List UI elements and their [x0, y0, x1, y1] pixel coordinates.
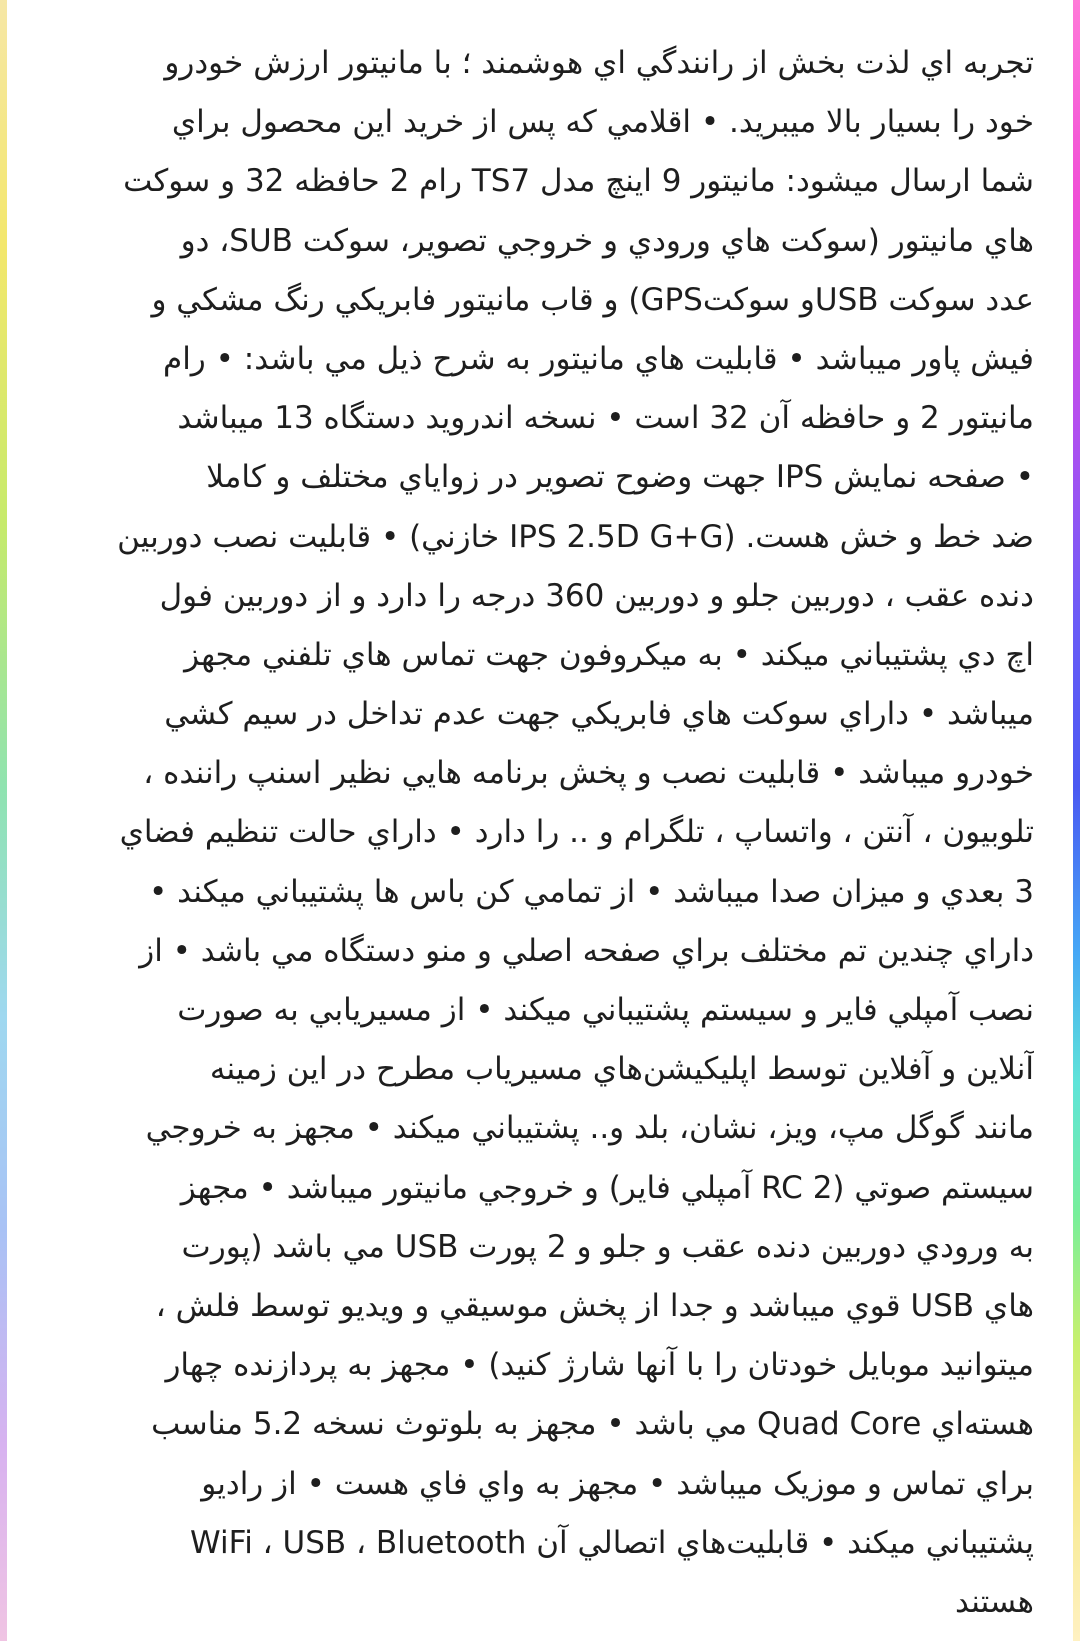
description-line: هسته‌اي Quad Core مي باشد • مجهز به بلوتوث نسخه 5.2 مناسب	[151, 1406, 1034, 1443]
description-line: پشتيباني ميکند • قابليت‌هاي اتصالي آن WiFi ، USB ، Bluetooth	[190, 1524, 1034, 1561]
product-description	[44, 34, 1034, 1632]
description-line: آنلاين و آفلاين توسط اپليکيشن‌هاي مسيرياب مطرح در اين زمينه	[209, 1051, 1034, 1088]
description-line: هاي مانيتور (سوكت هاي ورودي و خروجي تصوير، سوکت SUB، دو	[180, 222, 1034, 259]
right-edge-gradient	[1073, 0, 1080, 1641]
description-line: به ورودي دوربين دنده عقب و جلو و 2 پورت USB مي باشد (پورت	[181, 1228, 1034, 1265]
description-line: عدد سوکت USBو سوكتGPS) و قاب مانيتور فابريکي رنگ مشکي و	[151, 281, 1034, 318]
description-line: اچ دي پشتيباني ميكند • به ميكروفون جهت تماس هاي تلفني مجهز	[184, 636, 1034, 673]
description-line: خود را بسيار بالا ميبريد. • اقلامي كه پس از خريد اين محصول براي	[171, 104, 1034, 141]
description-line: ميتوانيد موبايل خودتان را با آنها شارژ كنيد) • مجهز به پردازنده چهار	[165, 1347, 1034, 1384]
description-line: هاي USB قوي ميباشد و جدا از پخش موسيقي و ويديو توسط فلش ،	[155, 1287, 1034, 1324]
description-line: ضد خط و خش هست. (IPS 2.5D G+G خازني) • قابليت نصب دوربين	[117, 518, 1034, 555]
description-line: • صفحه نمايش IPS جهت وضوح تصوير در زواياي مختلف و كاملا	[206, 459, 1034, 496]
description-line: ميباشد • داراي سوکت هاي فابريکي جهت عدم تداخل در سيم كشي	[164, 696, 1034, 733]
description-line: براي تماس و موزيک ميباشد • مجهز به واي فاي هست • از راديو	[201, 1465, 1034, 1502]
description-line: شما ارسال ميشود: مانيتور 9 اينچ مدل TS7 رام 2 حافظه 32 و سوکت	[123, 163, 1034, 200]
description-line: دنده عقب ، دوربين جلو و دوربين 360 درجه را دارد و از دوربين فول	[159, 577, 1034, 614]
left-edge-gradient	[0, 0, 7, 1641]
description-line: 3 بعدي و ميزان صدا ميباشد • از تمامي کن باس ها پشتيباني ميکند •	[148, 873, 1034, 910]
description-line: مانيتور 2 و حافظه آن 32 است • نسخه اندرويد دستگاه 13 ميباشد	[177, 400, 1034, 437]
description-line: تجربه اي لذت بخش از رانندگي اي هوشمند ؛ با مانيتور ارزش خودرو	[164, 45, 1034, 81]
description-line: سيستم صوتي (2 RC آمپلي فاير) و خروجي مانيتور ميباشد • مجهز	[180, 1169, 1034, 1206]
description-line: داراي چندين تم مختلف براي صفحه اصلي و منو دستگاه مي باشد • از	[139, 932, 1034, 969]
description-line: خودرو ميباشد • قابليت نصب و پخش برنامه هايي نظير اسنپ راننده ،	[143, 755, 1034, 792]
description-line: تلوبيون ، آنتن ، واتساپ ، تلگرام و .. را دارد • داراي حالت تنظيم فضاي	[119, 814, 1034, 851]
description-line: مانند گوگل مپ، ويز، نشان، بلد و.. پشتيباني ميکند • مجهز به خروجي	[145, 1110, 1034, 1147]
description-line: نصب آمپلي فاير و سيستم پشتيباني ميكند • از مسيريابي به صورت	[177, 992, 1034, 1028]
description-line: هستند	[955, 1583, 1034, 1620]
description-line: فيش پاور ميباشد • قابليت هاي مانيتور به شرح ذيل مي باشد: • رام	[163, 340, 1034, 377]
